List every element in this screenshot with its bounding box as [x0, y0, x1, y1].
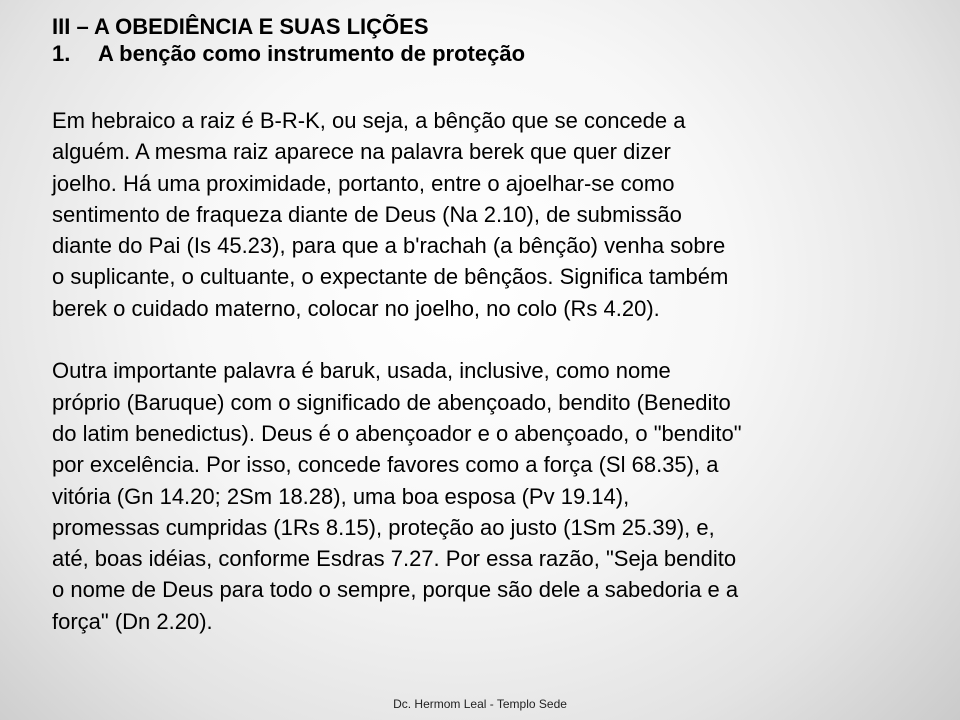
subtitle-number: 1. [52, 41, 71, 66]
paragraph-line: promessas cumpridas (1Rs 8.15), proteção ao justo (1Sm 25.39), e, [52, 514, 715, 540]
paragraph-1 [52, 105, 912, 324]
paragraph-spacer [52, 324, 912, 355]
subtitle-text: A benção como instrumento de proteção [98, 41, 526, 66]
slide-body [52, 105, 912, 637]
paragraph-line: alguém. A mesma raiz aparece na palavra berek que quer dizer [52, 139, 671, 165]
paragraph-2 [52, 355, 912, 637]
paragraph-line: diante do Pai (Is 45.23), para que a b'rachah (a bênção) venha sobre [52, 233, 726, 259]
paragraph-line: força" (Dn 2.20). [52, 608, 213, 634]
paragraph-line: até, boas idéias, conforme Esdras 7.27. Por essa razão, "Seja bendito [52, 546, 737, 572]
section-title: III – A OBEDIÊNCIA E SUAS LIÇÕES [52, 14, 429, 39]
paragraph-line: sentimento de fraqueza diante de Deus (Na 2.10), de submissão [52, 201, 682, 227]
paragraph-line: joelho. Há uma proximidade, portanto, entre o ajoelhar-se como [52, 170, 675, 196]
paragraph-line: o suplicante, o cultuante, o expectante de bênçãos. Significa também [52, 264, 729, 290]
slide-heading [52, 13, 912, 67]
paragraph-line: Outra importante palavra é baruk, usada, inclusive, como nome [52, 358, 671, 384]
slide-footer: Dc. Hermom Leal - Templo Sede [393, 697, 567, 711]
paragraph-line: por excelência. Por isso, concede favores como a força (Sl 68.35), a [52, 452, 719, 478]
paragraph-line: vitória (Gn 14.20; 2Sm 18.28), uma boa esposa (Pv 19.14), [52, 483, 630, 509]
paragraph-line: próprio (Baruque) com o significado de abençoado, bendito (Benedito [52, 389, 731, 415]
paragraph-line: o nome de Deus para todo o sempre, porque são dele a sabedoria e a [52, 577, 739, 603]
paragraph-line: berek o cuidado materno, colocar no joelho, no colo (Rs 4.20). [52, 295, 660, 321]
paragraph-line: do latim benedictus). Deus é o abençoador e o abençoado, o "bendito" [52, 420, 742, 446]
subtitle [52, 40, 912, 67]
paragraph-line: Em hebraico a raiz é B-R-K, ou seja, a bênção que se concede a [52, 108, 686, 133]
